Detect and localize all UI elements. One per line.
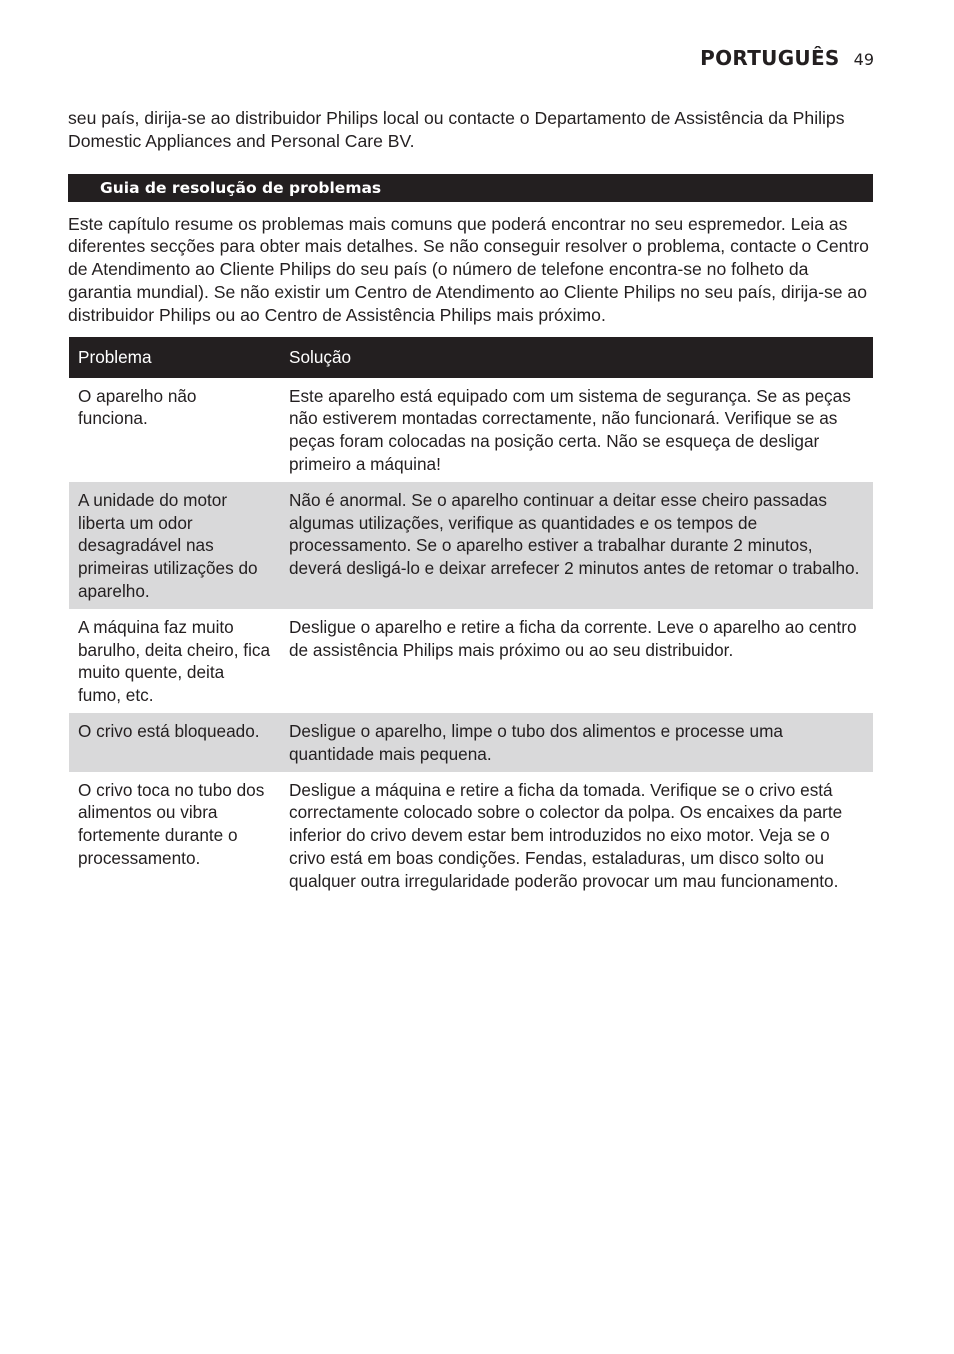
solution-cell: Não é anormal. Se o aparelho continuar a deitar esse cheiro passadas algumas utilizações, verifique as quantidades e os tempos de processamento. Se o aparelho estiver a trabalhar durante 2 minutos, deverá desligá-lo e deixar arrefecer 2 minutos antes de retomar o trabalho. — [280, 482, 873, 609]
solution-cell: Desligue o aparelho e retire a ficha da corrente. Leve o aparelho ao centro de assistência Philips mais próximo ou ao seu distribuidor. — [289, 616, 857, 660]
table-row — [69, 772, 873, 899]
page-header — [700, 46, 874, 70]
solution-cell: Desligue o aparelho, limpe o tubo dos alimentos e processe uma quantidade mais pequena. — [280, 713, 873, 772]
problem-cell: O crivo toca no tubo dos alimentos ou vibra fortemente durante o processamento. — [78, 779, 265, 868]
problem-cell: O crivo está bloqueado. — [69, 713, 280, 772]
table-row — [69, 378, 873, 482]
troubleshooting-table — [69, 337, 873, 899]
section-intro: Este capítulo resume os problemas mais comuns que poderá encontrar no seu espremedor. Leia as diferentes secções para obter mais detalhes. Se não conseguir resolver o problema, contacte o Centro de Atendimento ao Cliente Philips do seu país (o número de telefone encontra-se no folheto da garantia mundial). Se não existir um Centro de Atendimento ao Cliente Philips no seu país, dirija-se ao distribuidor Philips ou ao Centro de Assistência Philips mais próximo. — [68, 213, 869, 325]
section-header-bar — [68, 174, 873, 202]
solution-cell: Este aparelho está equipado com um sistema de segurança. Se as peças não estiverem montadas correctamente, não funcionará. Verifique se as peças foram colocadas na posição certa. Não se esqueça de desligar primeiro a máquina! — [289, 385, 851, 474]
problem-column-header: Problema — [69, 337, 280, 378]
problem-cell: A máquina faz muito barulho, deita cheiro, fica muito quente, deita fumo, etc. — [78, 616, 271, 706]
page-number: 49 — [853, 50, 874, 69]
problem-cell: O aparelho não funciona. — [78, 385, 197, 429]
problem-cell: A unidade do motor liberta um odor desagradável nas primeiras utilizações do aparelho. — [69, 482, 280, 609]
solution-column-header: Solução — [280, 337, 873, 378]
table-header-row — [69, 337, 873, 378]
solution-cell: Desligue a máquina e retire a ficha da tomada. Verifique se o crivo está correctamente colocado sobre o colector da polpa. Os encaixes da parte inferior do crivo devem estar bem introduzidos no eixo motor. Veja se o crivo está em boas condições. Fendas, estaladuras, um disco solto ou qualquer outra irregularidade poderão provocar um mau funcionamento. — [289, 779, 843, 891]
table-row — [69, 609, 873, 713]
table-row — [69, 482, 873, 609]
page-content — [68, 107, 873, 899]
opening-paragraph: seu país, dirija-se ao distribuidor Philips local ou contacte o Departamento de Assistência da Philips Domestic Appliances and Personal Care BV. — [68, 108, 845, 151]
section-title: Guia de resolução de problemas — [100, 178, 382, 197]
table-row — [69, 713, 873, 772]
language-label: PORTUGUÊS — [700, 46, 840, 70]
